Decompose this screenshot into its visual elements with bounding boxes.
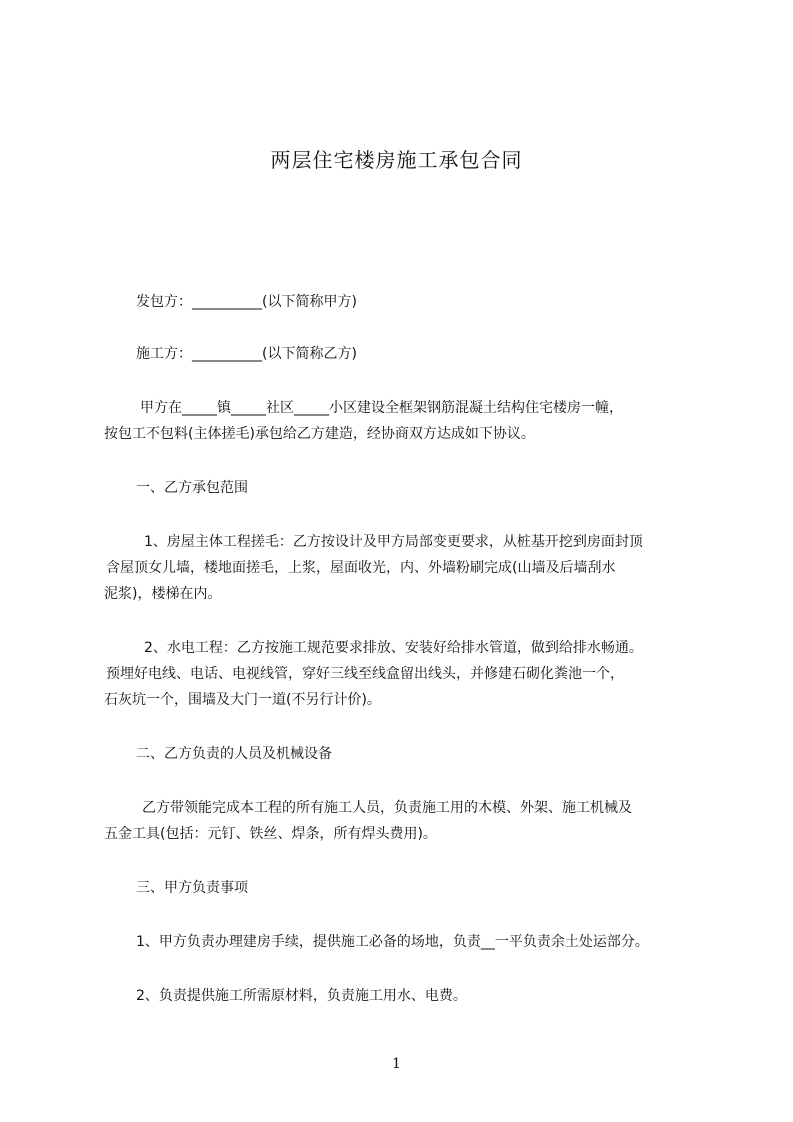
section-1-item-2-line-2: 预埋好电线、电话、电视线管，穿好三线至线盒留出线头，并修建石砌化粪池一个， xyxy=(106,666,624,682)
intro-line-1: 甲方在_____镇_____社区_____小区建设全框架钢筋混凝土结构住宅楼房一幢， xyxy=(140,400,623,416)
section-2-heading: 二、乙方负责的人员及机械设备 xyxy=(136,746,332,762)
section-1-item-1-line-1: 1、房屋主体工程搓毛：乙方按设计及甲方局部变更要求，从桩基开挖到房面封顶 xyxy=(144,534,643,550)
section-3-heading: 三、甲方负责事项 xyxy=(136,880,248,896)
party-b-line: 施工方：__________(以下简称乙方) xyxy=(136,346,357,362)
section-3-item-2: 2、负责提供施工所需原材料，负责施工用水、电费。 xyxy=(136,988,467,1004)
section-3-item-1: 1、甲方负责办理建房手续，提供施工必备的场地，负责__一平负责余土处运部分。 xyxy=(136,934,649,950)
section-1-item-2-line-3: 石灰坑一个，围墙及大门一道(不另行计价)。 xyxy=(104,692,381,708)
party-a-line: 发包方：__________(以下简称甲方) xyxy=(136,294,357,310)
contract-title: 两层住宅楼房施工承包合同 xyxy=(270,148,523,172)
page-number: 1 xyxy=(392,1056,401,1072)
intro-line-2: 按包工不包料(主体搓毛)承包给乙方建造，经协商双方达成如下协议。 xyxy=(104,426,535,442)
section-2-body-line-1: 乙方带领能完成本工程的所有施工人员，负责施工用的木模、外架、施工机械及 xyxy=(142,800,632,816)
section-1-item-2-line-1: 2、水电工程：乙方按施工规范要求排放、安装好给排水管道，做到给排水畅通。 xyxy=(144,640,643,656)
section-1-item-1-line-3: 泥浆)，楼梯在内。 xyxy=(104,586,222,602)
section-1-item-1-line-2: 含屋顶女儿墙，楼地面搓毛，上浆，屋面收光，内、外墙粉刷完成(山墙及后墙刮水 xyxy=(106,560,616,576)
section-1-heading: 一、乙方承包范围 xyxy=(136,480,248,496)
section-2-body-line-2: 五金工具(包括：元钉、铁丝、焊条，所有焊头费用)。 xyxy=(104,826,437,842)
